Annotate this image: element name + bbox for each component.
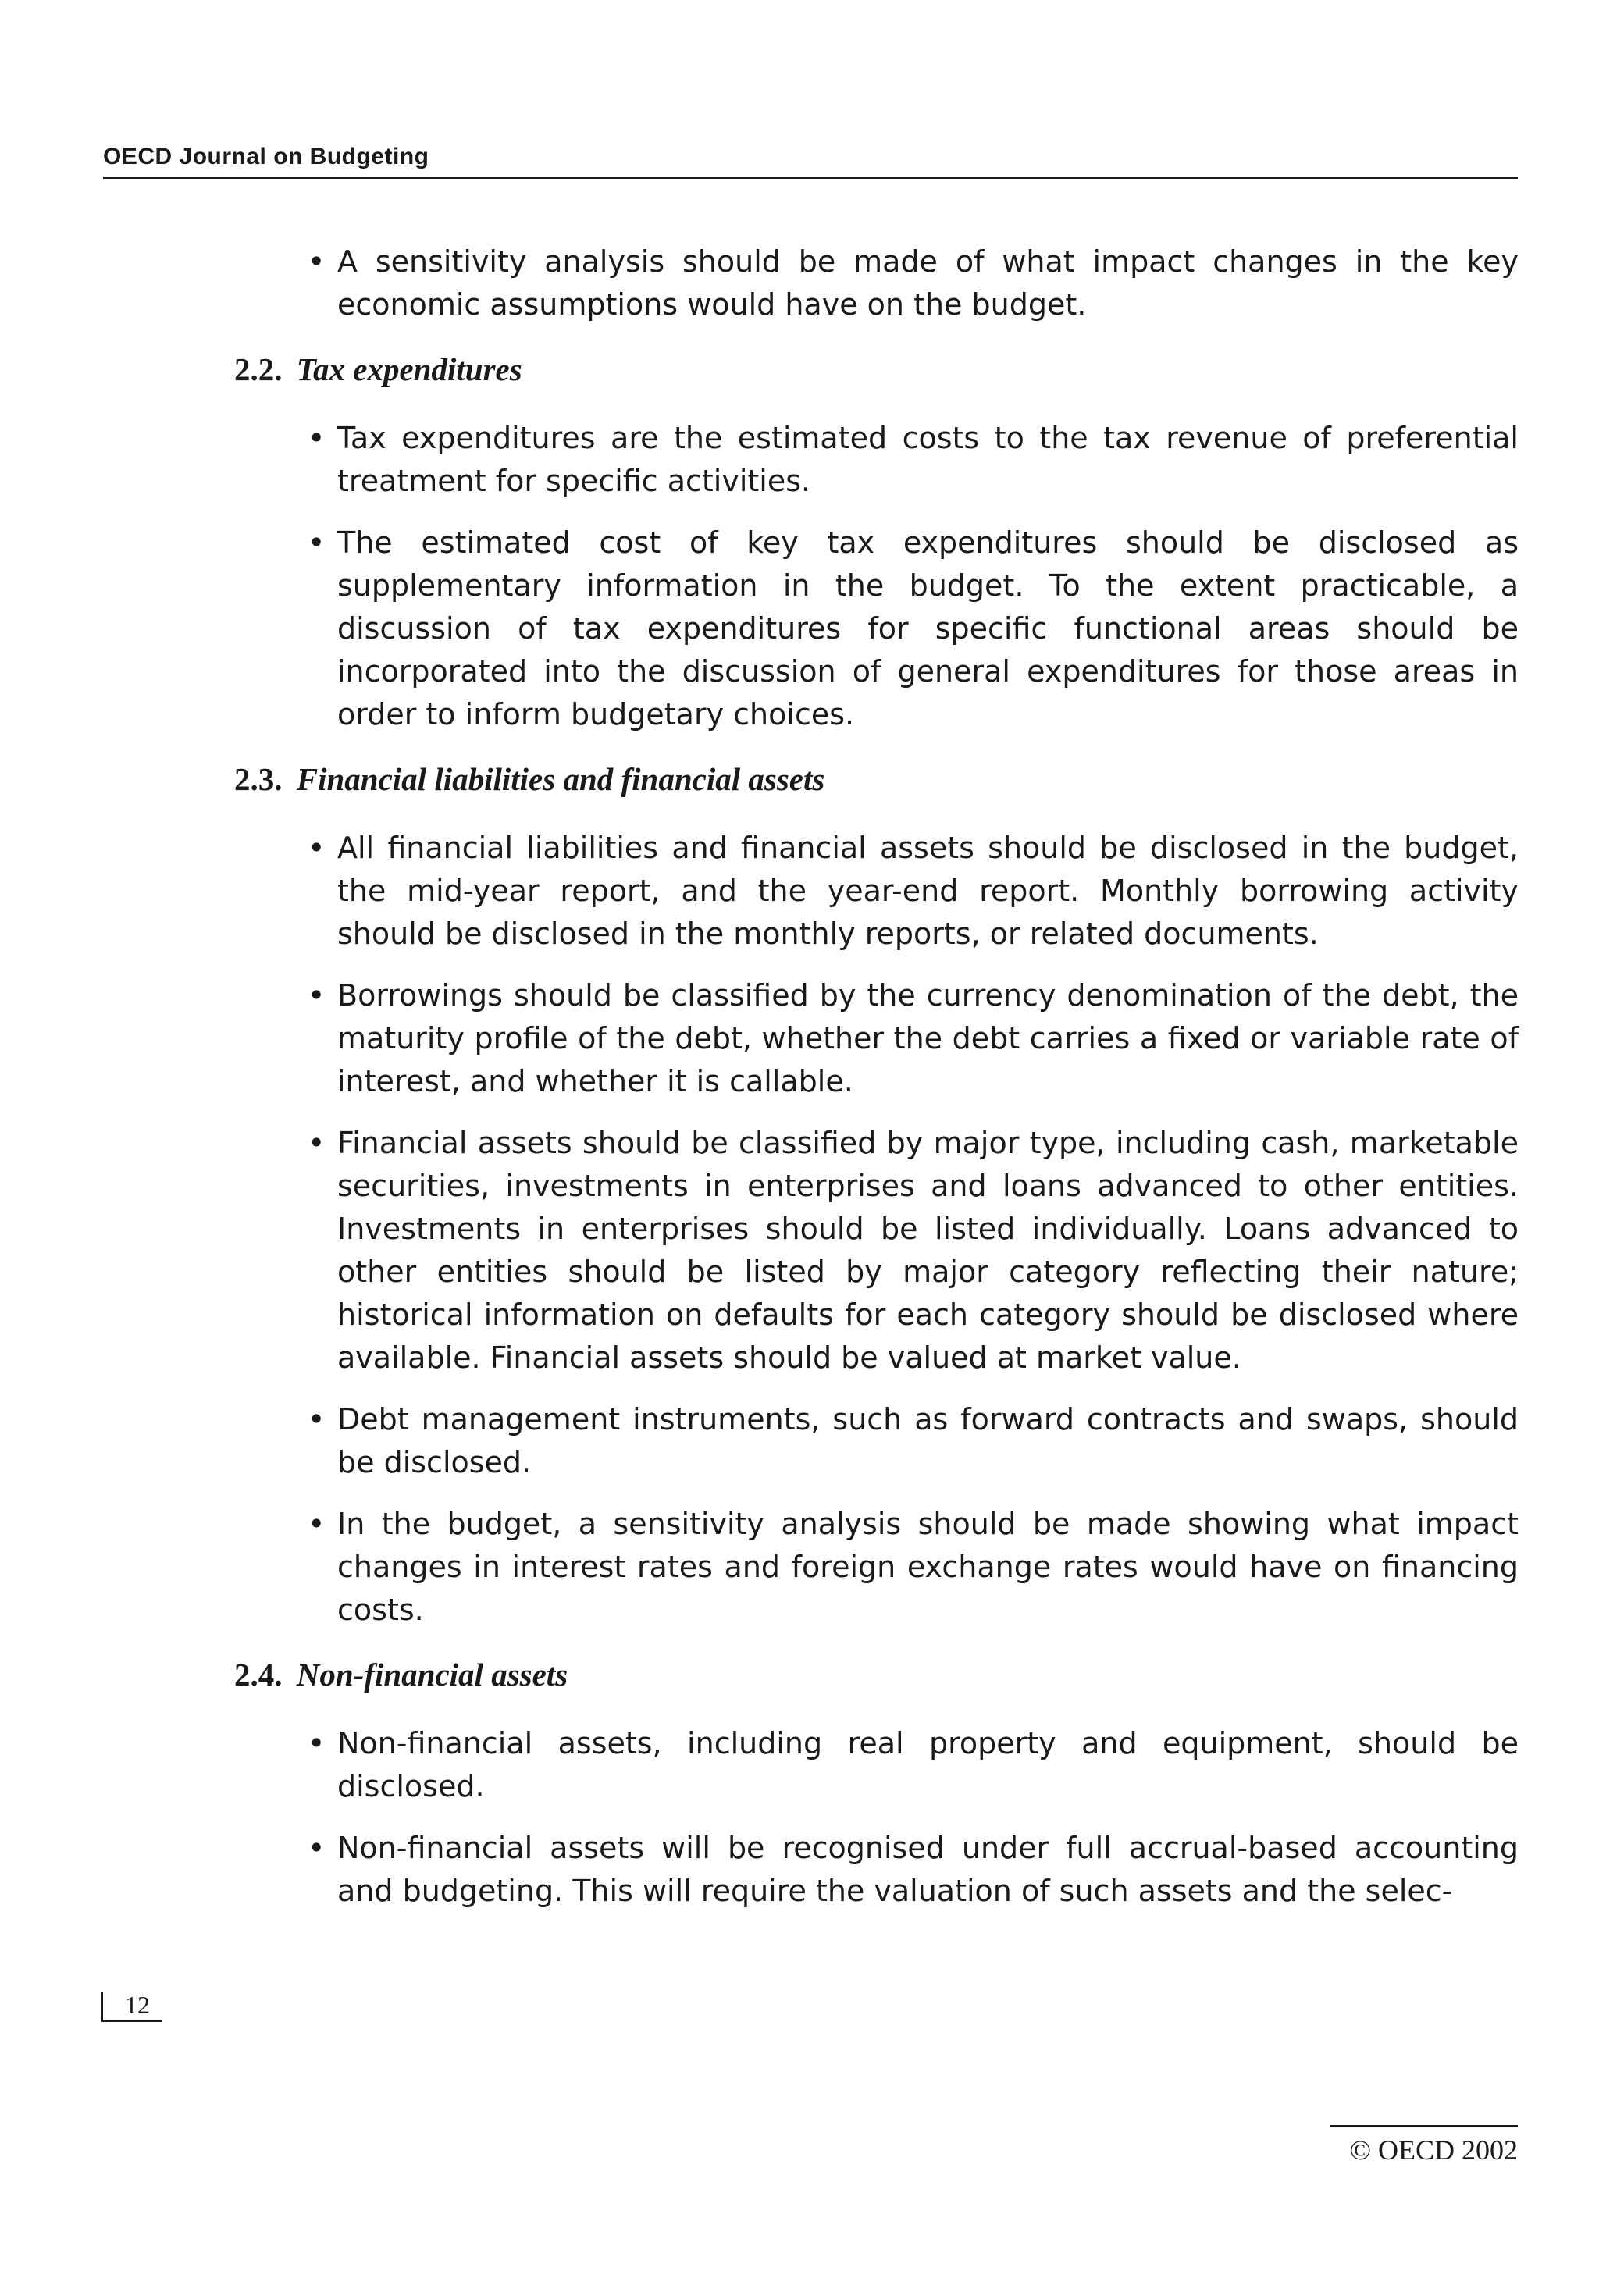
bullet-text: Borrowings should be classified by the currency denomination of the debt, the maturity profile of the debt, whether the debt carries a fixed or variable rate of interest, and whether it is callable. [337,978,1519,1098]
bullet-text: The estimated cost of key tax expenditures should be disclosed as supplementary information in the budget. To the extent practicable, a discussion of tax expenditures for specific functional areas should be incorporated into the discussion of general expenditures for those areas in order to inform budgetary choices. [337,525,1519,732]
bullet-text: In the budget, a sensitivity analysis should be made showing what impact changes in interest rates and foreign exchange rates would have on financing costs. [337,1507,1519,1627]
bullet-icon: • [308,831,326,865]
section-title: Non-financial assets [296,1657,568,1693]
list-item [234,521,1519,736]
page-marker-underline [101,2020,162,2022]
list-item [234,1722,1519,1808]
section-2-3-bullets [234,827,1519,1632]
bullet-text: Non-financial assets, including real property and equipment, should be disclosed. [337,1726,1519,1803]
list-item [234,1827,1519,1913]
section-2-2-bullets [234,417,1519,736]
header-rule [103,177,1518,179]
list-item [234,1503,1519,1632]
bullet-text: Debt management instruments, such as forward contracts and swaps, should be disclosed. [337,1402,1519,1479]
page-number-text: 12 [125,1991,150,2019]
section-heading-2-3 [234,760,1519,799]
bullet-icon: • [308,1726,326,1760]
section-2-4-bullets [234,1722,1519,1913]
bullet-text: Financial assets should be classified by major type, including cash, marketable securities, investments in enterprises and loans advanced to other entities. Investments in enterprises should be listed individually. Loans advanced to other entities should be listed by major category reflecting their nature; historical information on defaults for each category should be disclosed where available. Financial assets should be valued at market value. [337,1126,1519,1375]
list-item [234,240,1519,326]
list-item [234,417,1519,503]
list-item [234,974,1519,1103]
copyright: © OECD 2002 [1349,2134,1518,2166]
bullet-icon: • [308,525,326,560]
running-header: OECD Journal on Budgeting [103,144,429,169]
section-title: Tax expenditures [296,351,522,387]
page-body [234,240,1519,1931]
page-number [101,1989,150,2020]
list-item [234,827,1519,956]
section-heading-2-4 [234,1655,1519,1694]
section-title: Financial liabilities and financial assets [296,761,825,797]
bullet-icon: • [308,1126,326,1160]
bullet-icon: • [308,421,326,455]
bullet-icon: • [308,1402,326,1436]
bullet-text: All financial liabilities and financial assets should be disclosed in the budget, the mid-year report, and the year-end report. Monthly borrowing activity should be disclosed in the monthly reports, or related documents. [337,831,1519,951]
section-heading-2-2 [234,350,1519,389]
section-number: 2.4. [234,1657,283,1693]
bullet-text: Non-financial assets will be recognised under full accrual-based accounting and budgeting. This will require the valuation of such assets and the selec- [337,1831,1519,1908]
list-item [234,1398,1519,1484]
footer-rule [1330,2125,1518,2127]
bullet-text: A sensitivity analysis should be made of what impact changes in the key economic assumptions would have on the budget. [337,244,1519,322]
bullet-icon: • [308,978,326,1013]
bullet-text: Tax expenditures are the estimated costs to the tax revenue of preferential treatment for specific activities. [337,421,1519,498]
bullet-icon: • [308,1831,326,1865]
bullet-icon: • [308,1507,326,1541]
list-item [234,1122,1519,1379]
intro-bullet-list [234,240,1519,326]
bullet-icon: • [308,244,326,279]
section-number: 2.3. [234,761,283,797]
section-number: 2.2. [234,351,283,387]
